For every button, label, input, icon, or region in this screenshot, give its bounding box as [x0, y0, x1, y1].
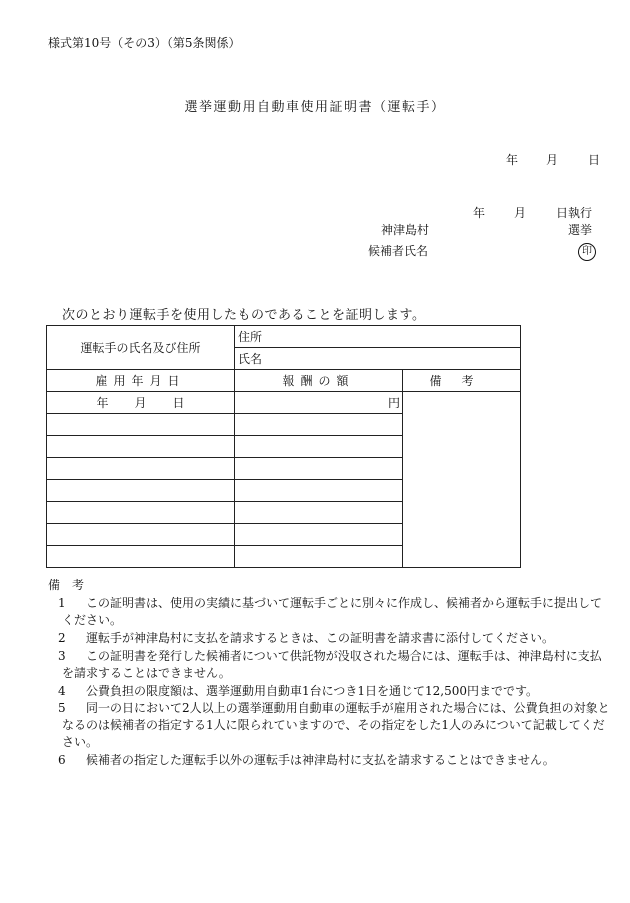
note-number: 5 [58, 701, 66, 715]
hire-date-cell[interactable] [47, 480, 235, 502]
note-item [58, 648, 612, 682]
note-number: 3 [58, 649, 66, 663]
note-number: 1 [58, 596, 66, 610]
notes-title: 備 考 [48, 578, 85, 592]
note-number: 2 [58, 631, 66, 645]
hire-year-label: 年 [96, 395, 109, 410]
pay-amount-cell[interactable] [235, 436, 403, 458]
pay-amount-cell[interactable] [235, 392, 403, 414]
pay-amount-cell[interactable] [235, 458, 403, 480]
election-label: 選挙 [568, 223, 593, 237]
address-field[interactable]: 住所 [235, 326, 521, 348]
date-day-label: 日 [588, 153, 601, 167]
execution-year-label: 年 [473, 206, 486, 220]
table-row [47, 392, 521, 414]
hire-month-label: 月 [134, 395, 147, 410]
pay-amount-cell[interactable] [235, 546, 403, 568]
intro-statement: 次のとおり運転手を使用したものであることを証明します。 [62, 308, 426, 323]
note-item [58, 683, 612, 700]
col-hire-date: 雇用年月日 [47, 370, 235, 392]
note-item [58, 700, 612, 751]
form-number: 様式第10号（その3）（第5条関係） [48, 36, 241, 50]
driver-table [46, 325, 521, 568]
hire-date-cell[interactable] [47, 414, 235, 436]
pay-amount-cell[interactable] [235, 414, 403, 436]
note-item [58, 752, 612, 769]
driver-info-label: 運転手の氏名及び住所 [47, 326, 235, 370]
note-text: 運転手が神津島村に支払を請求するときは、この証明書を請求書に添付してください。 [86, 631, 555, 645]
hire-date-cell[interactable] [47, 524, 235, 546]
note-number: 4 [58, 684, 66, 698]
note-item [58, 630, 612, 647]
pay-amount-cell[interactable] [235, 480, 403, 502]
note-text: 同一の日において2人以上の選挙運動用自動車の運転手が雇用された場合には、公費負担の対象となるのは候補者の指定する1人に限られていますので、その指定をした1人のみについて記載してください。 [62, 701, 610, 749]
pay-amount-cell[interactable] [235, 502, 403, 524]
hire-date-cell[interactable] [47, 458, 235, 480]
seal-mark: 印 [578, 243, 596, 261]
note-text: 公費負担の限度額は、選挙運動用自動車1台につき1日を通じて12,500円までです。 [86, 684, 539, 698]
village-name: 神津島村 [381, 223, 430, 237]
yen-label: 円 [387, 395, 400, 410]
col-pay-amount: 報酬の額 [235, 370, 403, 392]
pay-amount-cell[interactable] [235, 524, 403, 546]
address-row [47, 326, 521, 348]
name-field[interactable]: 氏名 [235, 348, 521, 370]
execution-month-label: 月 [514, 206, 527, 220]
document-title: 選挙運動用自動車使用証明書（運転手） [184, 100, 446, 115]
column-header-row [47, 370, 521, 392]
date-year-label: 年 [506, 153, 519, 167]
remarks-cell[interactable] [403, 392, 521, 568]
note-text: この証明書を発行した候補者について供託物が没収された場合には、運転手は、神津島村に支払を請求することはできません。 [62, 649, 602, 680]
note-text: この証明書は、使用の実績に基づいて運転手ごとに別々に作成し、候補者から運転手に提出してください。 [62, 596, 603, 627]
col-remarks: 備考 [403, 370, 521, 392]
hire-date-cell[interactable] [47, 392, 235, 414]
candidate-name-label: 候補者氏名 [368, 244, 429, 258]
date-month-label: 月 [546, 153, 559, 167]
hire-date-cell[interactable] [47, 546, 235, 568]
execution-day-label: 日執行 [556, 206, 593, 220]
note-number: 6 [58, 753, 66, 767]
note-item [58, 595, 612, 629]
hire-date-cell[interactable] [47, 436, 235, 458]
hire-day-label: 日 [172, 395, 185, 410]
note-text: 候補者の指定した運転手以外の運転手は神津島村に支払を請求することはできません。 [86, 753, 555, 767]
hire-date-cell[interactable] [47, 502, 235, 524]
